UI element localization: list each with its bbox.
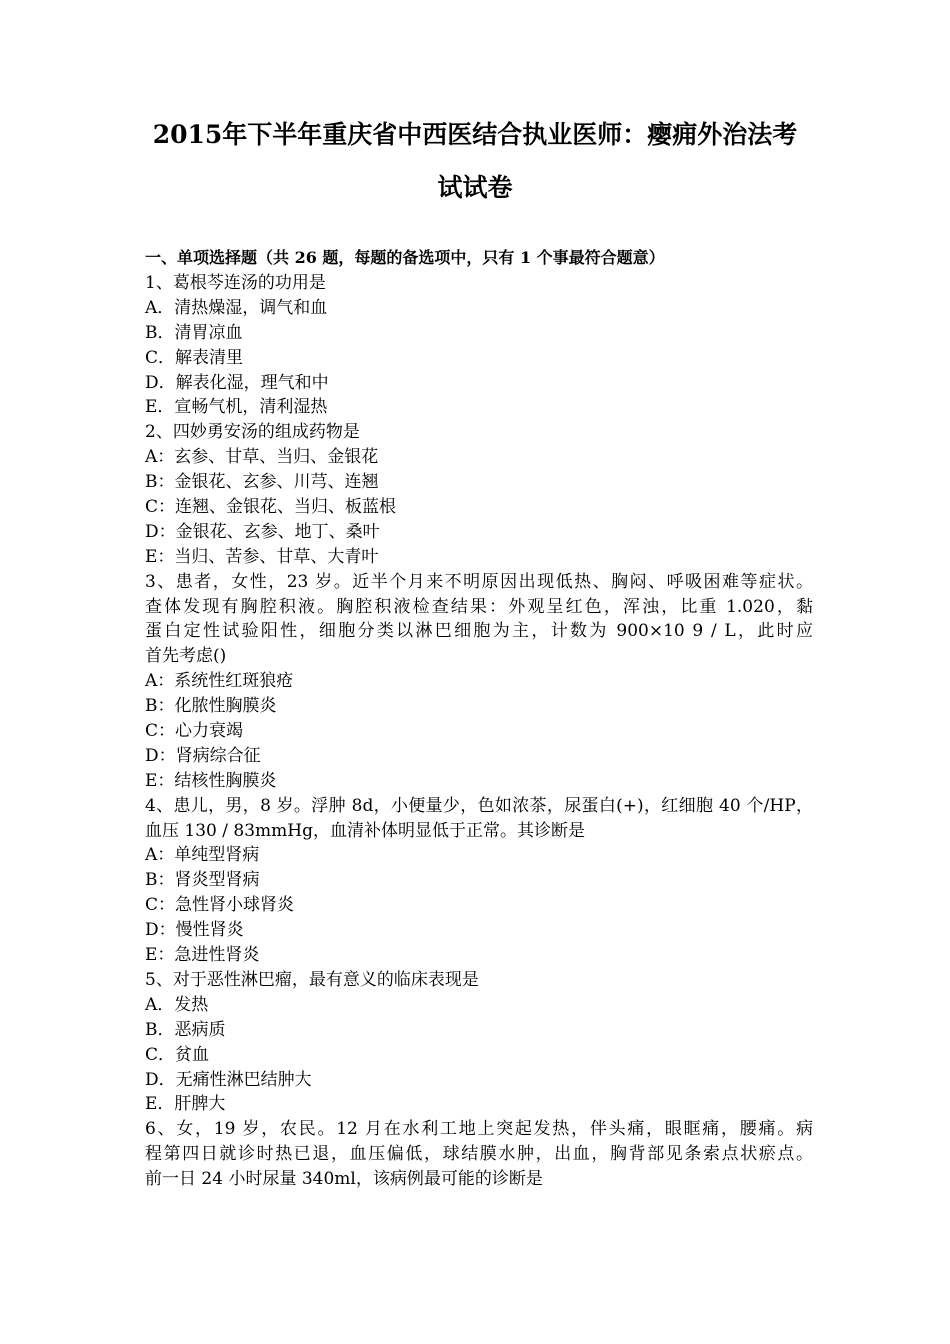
question-1-option-d: D．解表化湿，理气和中 [145, 372, 329, 393]
question-5-option-b: B．恶病质 [145, 1019, 226, 1040]
question-2-option-e: E：当归、苦参、甘草、大青叶 [145, 546, 379, 567]
question-6-stem-line: 6、女，19 岁，农民。12 月在水利工地上突起发热，伴头痛，眼眶痛，腰痛。病 [145, 1119, 813, 1140]
question-4-option-c: C：急性肾小球肾炎 [145, 895, 295, 916]
question-list [145, 271, 813, 1192]
question-5-option-c: C．贫血 [145, 1044, 210, 1065]
question-4-stem-line: 血压 130 / 83mmHg，血清补体明显低于正常。其诊断是 [145, 820, 585, 841]
question-1-option-a: A．清热燥湿，调气和血 [145, 297, 328, 318]
question-4-option-b: B：肾炎型肾病 [145, 870, 260, 891]
question-1-option-c: C．解表清里 [145, 347, 244, 368]
question-3-option-a: A：系统性红斑狼疮 [145, 671, 294, 692]
document-title-line-2: 试试卷 [437, 173, 513, 202]
question-2-option-c: C：连翘、金银花、当归、板蓝根 [145, 497, 397, 518]
question-3-option-b: B：化脓性胸膜炎 [145, 696, 277, 717]
question-4-option-d: D：慢性肾炎 [145, 920, 244, 941]
question-3-stem-line: 蛋白定性试验阳性，细胞分类以淋巴细胞为主，计数为 900×10 9 / L，此时应 [145, 621, 813, 642]
question-5-stem: 5、对于恶性淋巴瘤，最有意义的临床表现是 [145, 969, 479, 990]
question-3-option-c: C：心力衰竭 [145, 721, 244, 742]
question-6-stem-line: 程第四日就诊时热已退，血压偏低，球结膜水肿，出血，胸背部见条索点状瘀点。 [145, 1144, 813, 1165]
question-4-option-e: E：急进性肾炎 [145, 945, 260, 966]
question-5-option-e: E．肝脾大 [145, 1094, 226, 1115]
question-2-option-d: D：金银花、玄参、地丁、桑叶 [145, 521, 380, 542]
question-3-stem-line: 3、患者，女性，23 岁。近半个月来不明原因出现低热、胸闷、呼吸困难等症状。 [145, 571, 813, 592]
question-4-option-a: A：单纯型肾病 [145, 845, 260, 866]
question-3-stem-line: 首先考虑() [145, 646, 227, 667]
question-4-stem-line: 4、患儿，男，8 岁。浮肿 8d，小便量少，色如浓茶，尿蛋白(+)，红细胞 40 个/HP， [145, 795, 813, 816]
question-1-option-e: E．宣畅气机，清利湿热 [145, 397, 328, 418]
question-3-stem-line: 查体发现有胸腔积液。胸腔积液检查结果：外观呈红色，浑浊，比重 1.020，黏 [145, 596, 813, 617]
question-5-option-d: D．无痛性淋巴结肿大 [145, 1069, 312, 1090]
question-2-option-a: A：玄参、甘草、当归、金银花 [145, 447, 379, 468]
question-1-stem: 1、葛根芩连汤的功用是 [145, 273, 326, 293]
question-6-stem-line: 前一日 24 小时尿量 340ml，该病例最可能的诊断是 [145, 1169, 543, 1190]
question-3-option-d: D：肾病综合征 [145, 745, 261, 766]
question-2-stem: 2、四妙勇安汤的组成药物是 [145, 422, 360, 443]
question-1-option-b: B．清胃凉血 [145, 322, 243, 343]
question-5-option-a: A．发热 [145, 994, 209, 1015]
question-3-option-e: E：结核性胸膜炎 [145, 770, 277, 791]
document-title-line-1: 2015年下半年重庆省中西医结合执业医师：瘿痈外治法考 [152, 120, 798, 149]
question-2-option-b: B：金银花、玄参、川芎、连翘 [145, 472, 379, 493]
section-heading: 一、单项选择题（共 26 题，每题的备选项中，只有 1 个事最符合题意） [145, 248, 665, 267]
